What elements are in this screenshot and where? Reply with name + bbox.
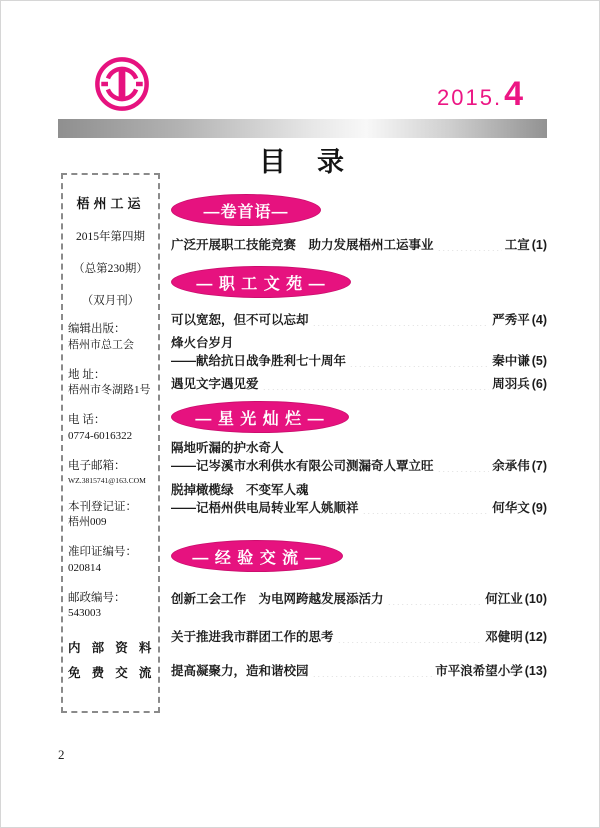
toc-item: 隔地听漏的护水奇人 ——记岑溪市水利供水有限公司测漏奇人覃立旺 余承伟 (7) bbox=[171, 441, 547, 473]
frequency-line: （双月刊） bbox=[81, 295, 140, 307]
section-ribbon-jingyanjiaoliu: — 经 验 交 流 — bbox=[171, 540, 343, 572]
postal-code-field: 邮政编号： 543003 bbox=[68, 591, 126, 620]
publication-info-box bbox=[61, 173, 160, 713]
section-ribbon-xingguangcanlan: — 星 光 灿 烂 — bbox=[171, 401, 349, 433]
phone-field: 电 话： 0774-6016322 bbox=[68, 414, 133, 442]
address-field: 地 址： 梧州市冬湖路1号 bbox=[68, 368, 151, 397]
registration-field: 本刊登记证： 梧州009 bbox=[68, 500, 137, 529]
toc-item: 遇见文字遇见爱 周羽兵 (6) bbox=[171, 377, 547, 391]
dot-leader bbox=[349, 355, 489, 367]
toc-item: 关于推进我市群团工作的思考 邓健明 (12) bbox=[171, 630, 547, 644]
issue-number bbox=[391, 75, 523, 114]
divider-bar bbox=[58, 119, 547, 138]
toc-item: 脱掉橄榄绿 不变军人魂 ——记梧州供电局转业军人姚顺祥 何华文 (9) bbox=[171, 483, 547, 515]
page-number: 2 bbox=[58, 747, 65, 762]
print-permit-field: 准印证编号： 020814 bbox=[68, 546, 137, 574]
email-field: 电子邮箱： WZ.3815741@163.COM bbox=[68, 459, 146, 485]
issue-month: 4 bbox=[504, 75, 523, 113]
issue-line: 2015年第四期 bbox=[76, 231, 145, 243]
toc-title: 目 录 bbox=[259, 147, 346, 177]
toc-item: 提高凝聚力，造和谐校园 市平浪希望小学 (13) bbox=[171, 664, 547, 678]
dot-leader bbox=[312, 665, 433, 677]
dot-leader bbox=[337, 631, 483, 643]
toc-item: 可以宽恕，但不可以忘却 严秀平 (4) bbox=[171, 313, 547, 327]
dot-leader bbox=[437, 239, 502, 251]
toc-item: 广泛开展职工技能竞赛 助力发展梧州工运事业 工宣 (1) bbox=[171, 238, 547, 252]
internal-material-notice: 内 部 资 料 免 费 交 流 bbox=[68, 641, 156, 681]
dot-leader bbox=[437, 460, 490, 472]
journal-name: 梧州工运 bbox=[76, 196, 145, 211]
dot-leader bbox=[262, 378, 490, 390]
dot-leader bbox=[387, 593, 483, 605]
dot-leader bbox=[362, 502, 490, 514]
toc-item: 烽火台岁月 ——献给抗日战争胜利七十周年 秦中谦 (5) bbox=[171, 336, 547, 368]
section-ribbon-zhigongwenyuan: — 职 工 文 苑 — bbox=[171, 266, 351, 298]
total-issue-line: （总第230期） bbox=[73, 263, 148, 275]
toc-list bbox=[171, 194, 547, 680]
publisher-field: 编辑出版： 梧州市总工会 bbox=[68, 323, 134, 351]
trade-union-emblem-icon bbox=[94, 56, 150, 112]
toc-item: 创新工会工作 为电网跨越发展添活力 何江业 (10) bbox=[171, 592, 547, 606]
section-ribbon-juanshouyu: —卷首语— bbox=[171, 194, 321, 226]
dot-leader bbox=[312, 314, 490, 326]
issue-year: 2015. bbox=[437, 85, 503, 110]
